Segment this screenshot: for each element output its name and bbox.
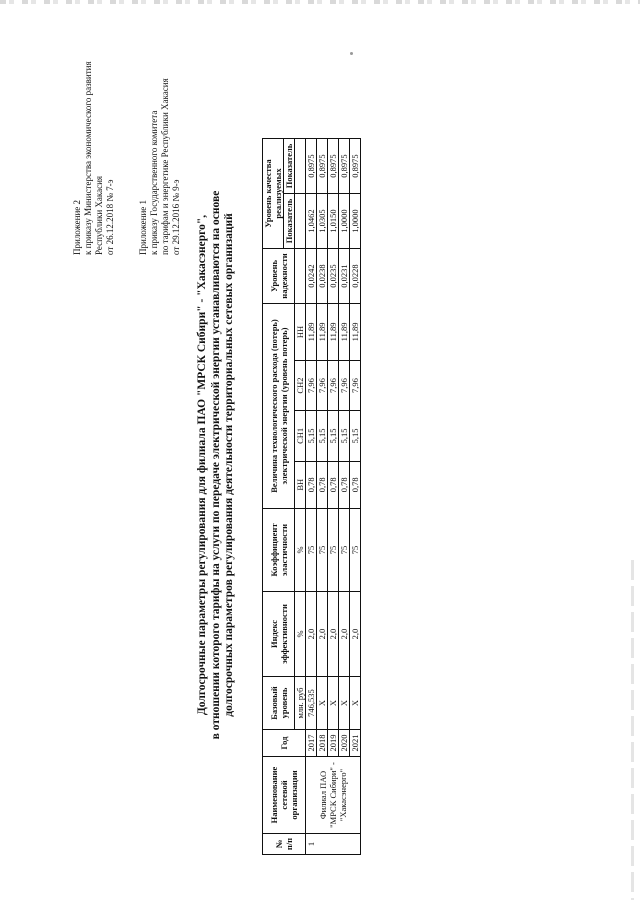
header-coef: Коэффициент эластичности [263, 509, 295, 592]
unit-sn2: СН2 [295, 360, 306, 410]
cell-rel: 0,0235 [328, 249, 339, 304]
table-row [350, 139, 361, 855]
unit-q1-empty [295, 194, 306, 249]
cell-base: 746,535 [306, 677, 317, 730]
cell-sn1: 5,15 [328, 411, 339, 461]
cell-index: 2,0 [350, 592, 361, 677]
cell-q1: 1,0305 [317, 194, 328, 249]
appendix-2-line-3: Республики Хакасия [94, 175, 104, 255]
cell-rel: 0,0228 [350, 249, 361, 304]
cell-vn: 0,78 [328, 461, 339, 508]
cell-year: 2019 [328, 730, 339, 757]
cell-sn2: 7,96 [317, 360, 328, 410]
header-loss: Величина технологического расхода (потерь) электрической энергии (уровень потерь) [263, 304, 295, 509]
cell-q2: 0,8975 [350, 139, 361, 194]
cell-nn: 11,89 [350, 304, 361, 361]
header-row-1 [263, 139, 284, 855]
title-line-3: долгосрочных параметров регулирования деятельности территориальных сетевых организаций [223, 213, 235, 717]
appendix-1-line-3: по тарифам и энергетике Республики Хакасия [160, 78, 170, 255]
cell-coef: 75 [317, 509, 328, 592]
cell-nn: 11,89 [339, 304, 350, 361]
cell-sn1: 5,15 [350, 411, 361, 461]
cell-year: 2020 [339, 730, 350, 757]
header-quality: Уровень качества реализуемых [263, 139, 284, 249]
cell-coef: 75 [328, 509, 339, 592]
cell-year: 2018 [317, 730, 328, 757]
cell-nn: 11,89 [317, 304, 328, 361]
table-row [328, 139, 339, 855]
cell-q2: 0,8975 [339, 139, 350, 194]
cell-coef: 75 [350, 509, 361, 592]
unit-nn: НН [295, 304, 306, 361]
unit-q2-empty [295, 139, 306, 194]
cell-q1: 1,0462 [306, 194, 317, 249]
cell-sn2: 7,96 [328, 360, 339, 410]
cell-nn: 11,89 [328, 304, 339, 361]
header-quality-sub-2: Показатель [284, 139, 295, 194]
cell-nn: 11,89 [306, 304, 317, 361]
row-number: 1 [306, 834, 361, 855]
cell-vn: 0,78 [339, 461, 350, 508]
cell-index: 2,0 [317, 592, 328, 677]
header-quality-sub-1: Показатель [284, 194, 295, 249]
header-reliability: Уровень надежности [263, 249, 295, 304]
title-line-1: Долгосрочные параметры регулирования для филиала ПАО "МРСК Сибири" - "Хакасэнерго", [196, 214, 208, 716]
document-title [196, 145, 237, 785]
cell-year: 2021 [350, 730, 361, 757]
title-line-2: в отношении которого тарифы на услуги по передаче электрической энергии устанавливаются на основе [209, 190, 222, 740]
appendix-1-line-4: от 29.12.2016 № 9-э [171, 179, 181, 255]
cell-sn1: 5,15 [339, 411, 350, 461]
cell-sn2: 7,96 [350, 360, 361, 410]
appendix-1-line-1: Приложение 1 [138, 199, 148, 255]
cell-base: X [328, 677, 339, 730]
header-num: № п/п [263, 834, 306, 855]
cell-base: X [350, 677, 361, 730]
cell-base: X [317, 677, 328, 730]
cell-sn2: 7,96 [339, 360, 350, 410]
cell-vn: 0,78 [317, 461, 328, 508]
cell-q1: 1,0000 [350, 194, 361, 249]
cell-q1: 1,0000 [339, 194, 350, 249]
cell-vn: 0,78 [350, 461, 361, 508]
appendix-2-line-2: к приказу Министерства экономического развития [83, 61, 93, 255]
unit-base: млн. руб [295, 677, 306, 730]
appendix-1-header [138, 78, 182, 255]
unit-sn1: СН1 [295, 411, 306, 461]
header-base: Базовый уровень [263, 677, 295, 730]
cell-year: 2017 [306, 730, 317, 757]
header-year: Год [263, 730, 306, 757]
cell-sn1: 5,15 [317, 411, 328, 461]
cell-rel: 0,0242 [306, 249, 317, 304]
cell-coef: 75 [339, 509, 350, 592]
cell-index: 2,0 [306, 592, 317, 677]
cell-base: X [339, 677, 350, 730]
cell-q2: 0,8975 [306, 139, 317, 194]
cell-coef: 75 [306, 509, 317, 592]
cell-sn1: 5,15 [306, 411, 317, 461]
cell-sn2: 7,96 [306, 360, 317, 410]
cell-vn: 0,78 [306, 461, 317, 508]
table-row [317, 139, 328, 855]
cell-q2: 0,8975 [317, 139, 328, 194]
appendix-1-line-2: к приказу Государственного комитета [149, 110, 159, 255]
cell-rel: 0,0238 [317, 249, 328, 304]
unit-coef: % [295, 509, 306, 592]
cell-q2: 0,8975 [328, 139, 339, 194]
regulation-parameters-table [262, 138, 361, 855]
unit-vn: ВН [295, 461, 306, 508]
appendix-2-line-1: Приложение 2 [72, 199, 82, 255]
header-org: Наименование сетевой организации [263, 757, 306, 834]
unit-rel-empty [295, 249, 306, 304]
appendix-2-line-4: от 26.12.2018 № 7-э [105, 179, 115, 255]
cell-index: 2,0 [328, 592, 339, 677]
org-name: Филиал ПАО "МРСК Сибири" - "Хакасэнерго" [306, 757, 361, 834]
cell-rel: 0,0231 [339, 249, 350, 304]
table-row [306, 139, 317, 855]
appendix-2-header [72, 61, 116, 255]
header-index: Индекс эффективности [263, 592, 295, 677]
cell-index: 2,0 [339, 592, 350, 677]
cell-q1: 1,0150 [328, 194, 339, 249]
unit-index: % [295, 592, 306, 677]
table-row [339, 139, 350, 855]
